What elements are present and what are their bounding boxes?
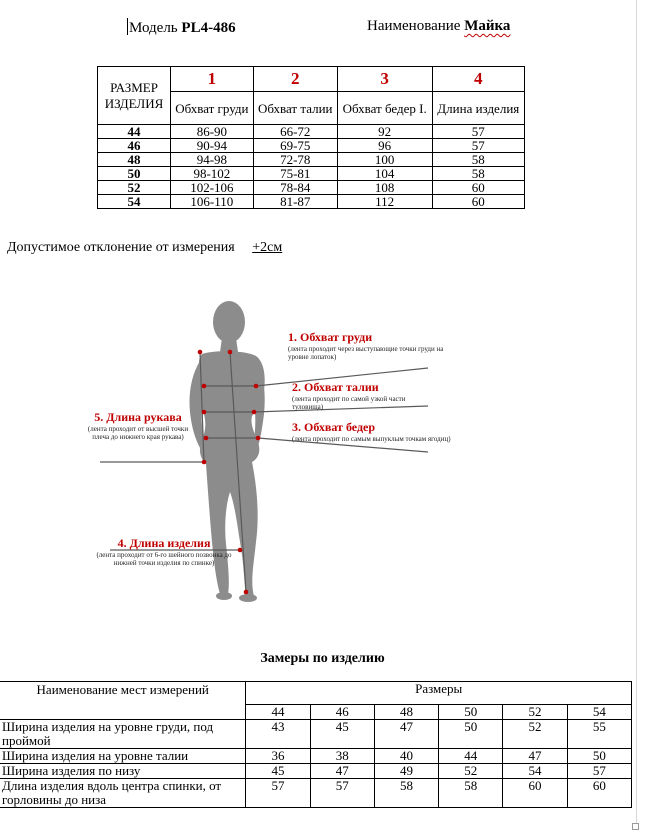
value-cell: 78-84: [253, 181, 337, 195]
value-cell: 58: [374, 779, 438, 808]
value-cell: 43: [246, 720, 310, 749]
size-header-cell: 48: [374, 705, 438, 720]
size-corner-label: РАЗМЕР ИЗДЕЛИЯ: [98, 67, 171, 125]
value-cell: 72-78: [253, 153, 337, 167]
model-line: [127, 18, 236, 37]
col-label-1: Обхват груди: [171, 92, 254, 125]
value-cell: 102-106: [171, 181, 254, 195]
value-cell: 60: [503, 779, 567, 808]
value-cell: 69-75: [253, 139, 337, 153]
label-waist-title: 2. Обхват талии: [292, 380, 379, 394]
col-number-1: 1: [171, 67, 254, 92]
measurements-table: [0, 681, 632, 808]
table-row: [0, 749, 632, 764]
size-table: [97, 66, 525, 209]
table-row: [0, 779, 632, 808]
size-header-cell: 44: [246, 705, 310, 720]
value-cell: 98-102: [171, 167, 254, 181]
value-cell: 40: [374, 749, 438, 764]
measurement-name-header: Наименование мест измерений: [0, 682, 246, 720]
value-cell: 55: [567, 720, 631, 749]
value-cell: 52: [503, 720, 567, 749]
value-cell: 90-94: [171, 139, 254, 153]
label-hips-title: 3. Обхват бедер: [292, 420, 376, 434]
size-cell: 44: [98, 125, 171, 139]
product-name: Майка: [464, 18, 511, 34]
measurement-name: Ширина изделия на уровне груди, под проймой: [0, 720, 246, 749]
size-cell: 54: [98, 195, 171, 209]
label-waist-note: (лента проходит по самой узкой части туловища): [292, 395, 406, 411]
value-cell: 47: [310, 764, 374, 779]
value-cell: 104: [337, 167, 432, 181]
table-row: [98, 125, 525, 139]
sizes-header: Размеры: [246, 682, 632, 705]
value-cell: 47: [503, 749, 567, 764]
value-cell: 81-87: [253, 195, 337, 209]
label-hips: [292, 420, 452, 443]
table-row: [98, 139, 525, 153]
col-label-3: Обхват бедер I.: [337, 92, 432, 125]
tolerance-text: Допустимое отклонение от измерения: [7, 240, 235, 255]
value-cell: 96: [337, 139, 432, 153]
product-name-line: [367, 18, 510, 35]
table-row: [98, 195, 525, 209]
col-number-3: 3: [337, 67, 432, 92]
value-cell: 50: [439, 720, 503, 749]
model-prefix: Модель: [129, 20, 182, 36]
size-cell: 46: [98, 139, 171, 153]
text-cursor: [127, 18, 128, 35]
size-cell: 52: [98, 181, 171, 195]
col-label-4: Длина изделия: [432, 92, 524, 125]
label-hips-note: (лента проходит по самым выпуклым точкам ягодиц): [292, 435, 451, 443]
value-cell: 100: [337, 153, 432, 167]
col-number-4: 4: [432, 67, 524, 92]
value-cell: 45: [310, 720, 374, 749]
value-cell: 54: [503, 764, 567, 779]
label-length-title: 4. Длина изделия: [117, 536, 211, 550]
value-cell: 66-72: [253, 125, 337, 139]
value-cell: 57: [432, 125, 524, 139]
value-cell: 92: [337, 125, 432, 139]
size-cell: 48: [98, 153, 171, 167]
col-number-2: 2: [253, 67, 337, 92]
value-cell: 75-81: [253, 167, 337, 181]
label-chest-title: 1. Обхват груди: [288, 330, 373, 344]
value-cell: 86-90: [171, 125, 254, 139]
value-cell: 36: [246, 749, 310, 764]
name-prefix: Наименование: [367, 18, 465, 34]
value-cell: 60: [432, 181, 524, 195]
table-row: [98, 153, 525, 167]
label-length: [94, 536, 234, 567]
value-cell: 58: [432, 153, 524, 167]
label-chest: [288, 330, 448, 361]
col-label-2: Обхват талии: [253, 92, 337, 125]
resize-corner: [632, 823, 639, 830]
value-cell: 94-98: [171, 153, 254, 167]
value-cell: 106-110: [171, 195, 254, 209]
value-cell: 57: [246, 779, 310, 808]
value-cell: 60: [567, 779, 631, 808]
value-cell: 57: [432, 139, 524, 153]
measurement-name: Ширина изделия на уровне талии: [0, 749, 246, 764]
page-edge: [636, 0, 637, 826]
table-row: [0, 764, 632, 779]
size-header-cell: 52: [503, 705, 567, 720]
value-cell: 45: [246, 764, 310, 779]
measurement-figure: [80, 292, 460, 627]
measurements-title: Замеры по изделию: [260, 651, 385, 666]
table-row: [98, 167, 525, 181]
value-cell: 108: [337, 181, 432, 195]
table-row: [98, 181, 525, 195]
size-header-cell: 46: [310, 705, 374, 720]
label-chest-note: (лента проходит через выступающие точки груди на уровне лопаток): [288, 345, 444, 361]
value-cell: 60: [432, 195, 524, 209]
value-cell: 38: [310, 749, 374, 764]
label-sleeve-title: 5. Длина рукава: [94, 410, 182, 424]
measurement-name: Длина изделия вдоль центра спинки, от горловины до низа: [0, 779, 246, 808]
model-code: PL4-486: [181, 20, 236, 36]
value-cell: 52: [439, 764, 503, 779]
value-cell: 57: [310, 779, 374, 808]
measurement-name: Ширина изделия по низу: [0, 764, 246, 779]
value-cell: 47: [374, 720, 438, 749]
size-cell: 50: [98, 167, 171, 181]
label-length-note: (лента проходит от 6-го шейного позвонка до нижней точки изделия по спинке): [96, 551, 232, 567]
table-row: [0, 720, 632, 749]
size-header-cell: 50: [439, 705, 503, 720]
size-header-cell: 54: [567, 705, 631, 720]
value-cell: 58: [439, 779, 503, 808]
value-cell: 49: [374, 764, 438, 779]
value-cell: 58: [432, 167, 524, 181]
label-sleeve: [86, 410, 190, 441]
value-cell: 44: [439, 749, 503, 764]
value-cell: 112: [337, 195, 432, 209]
value-cell: 50: [567, 749, 631, 764]
tolerance-note: [7, 240, 282, 256]
value-cell: 57: [567, 764, 631, 779]
label-sleeve-note: (лента проходит от высшей точки плеча до нижнего края рукава): [87, 425, 189, 441]
tolerance-value: +2см: [252, 240, 283, 255]
label-waist: [292, 380, 432, 411]
